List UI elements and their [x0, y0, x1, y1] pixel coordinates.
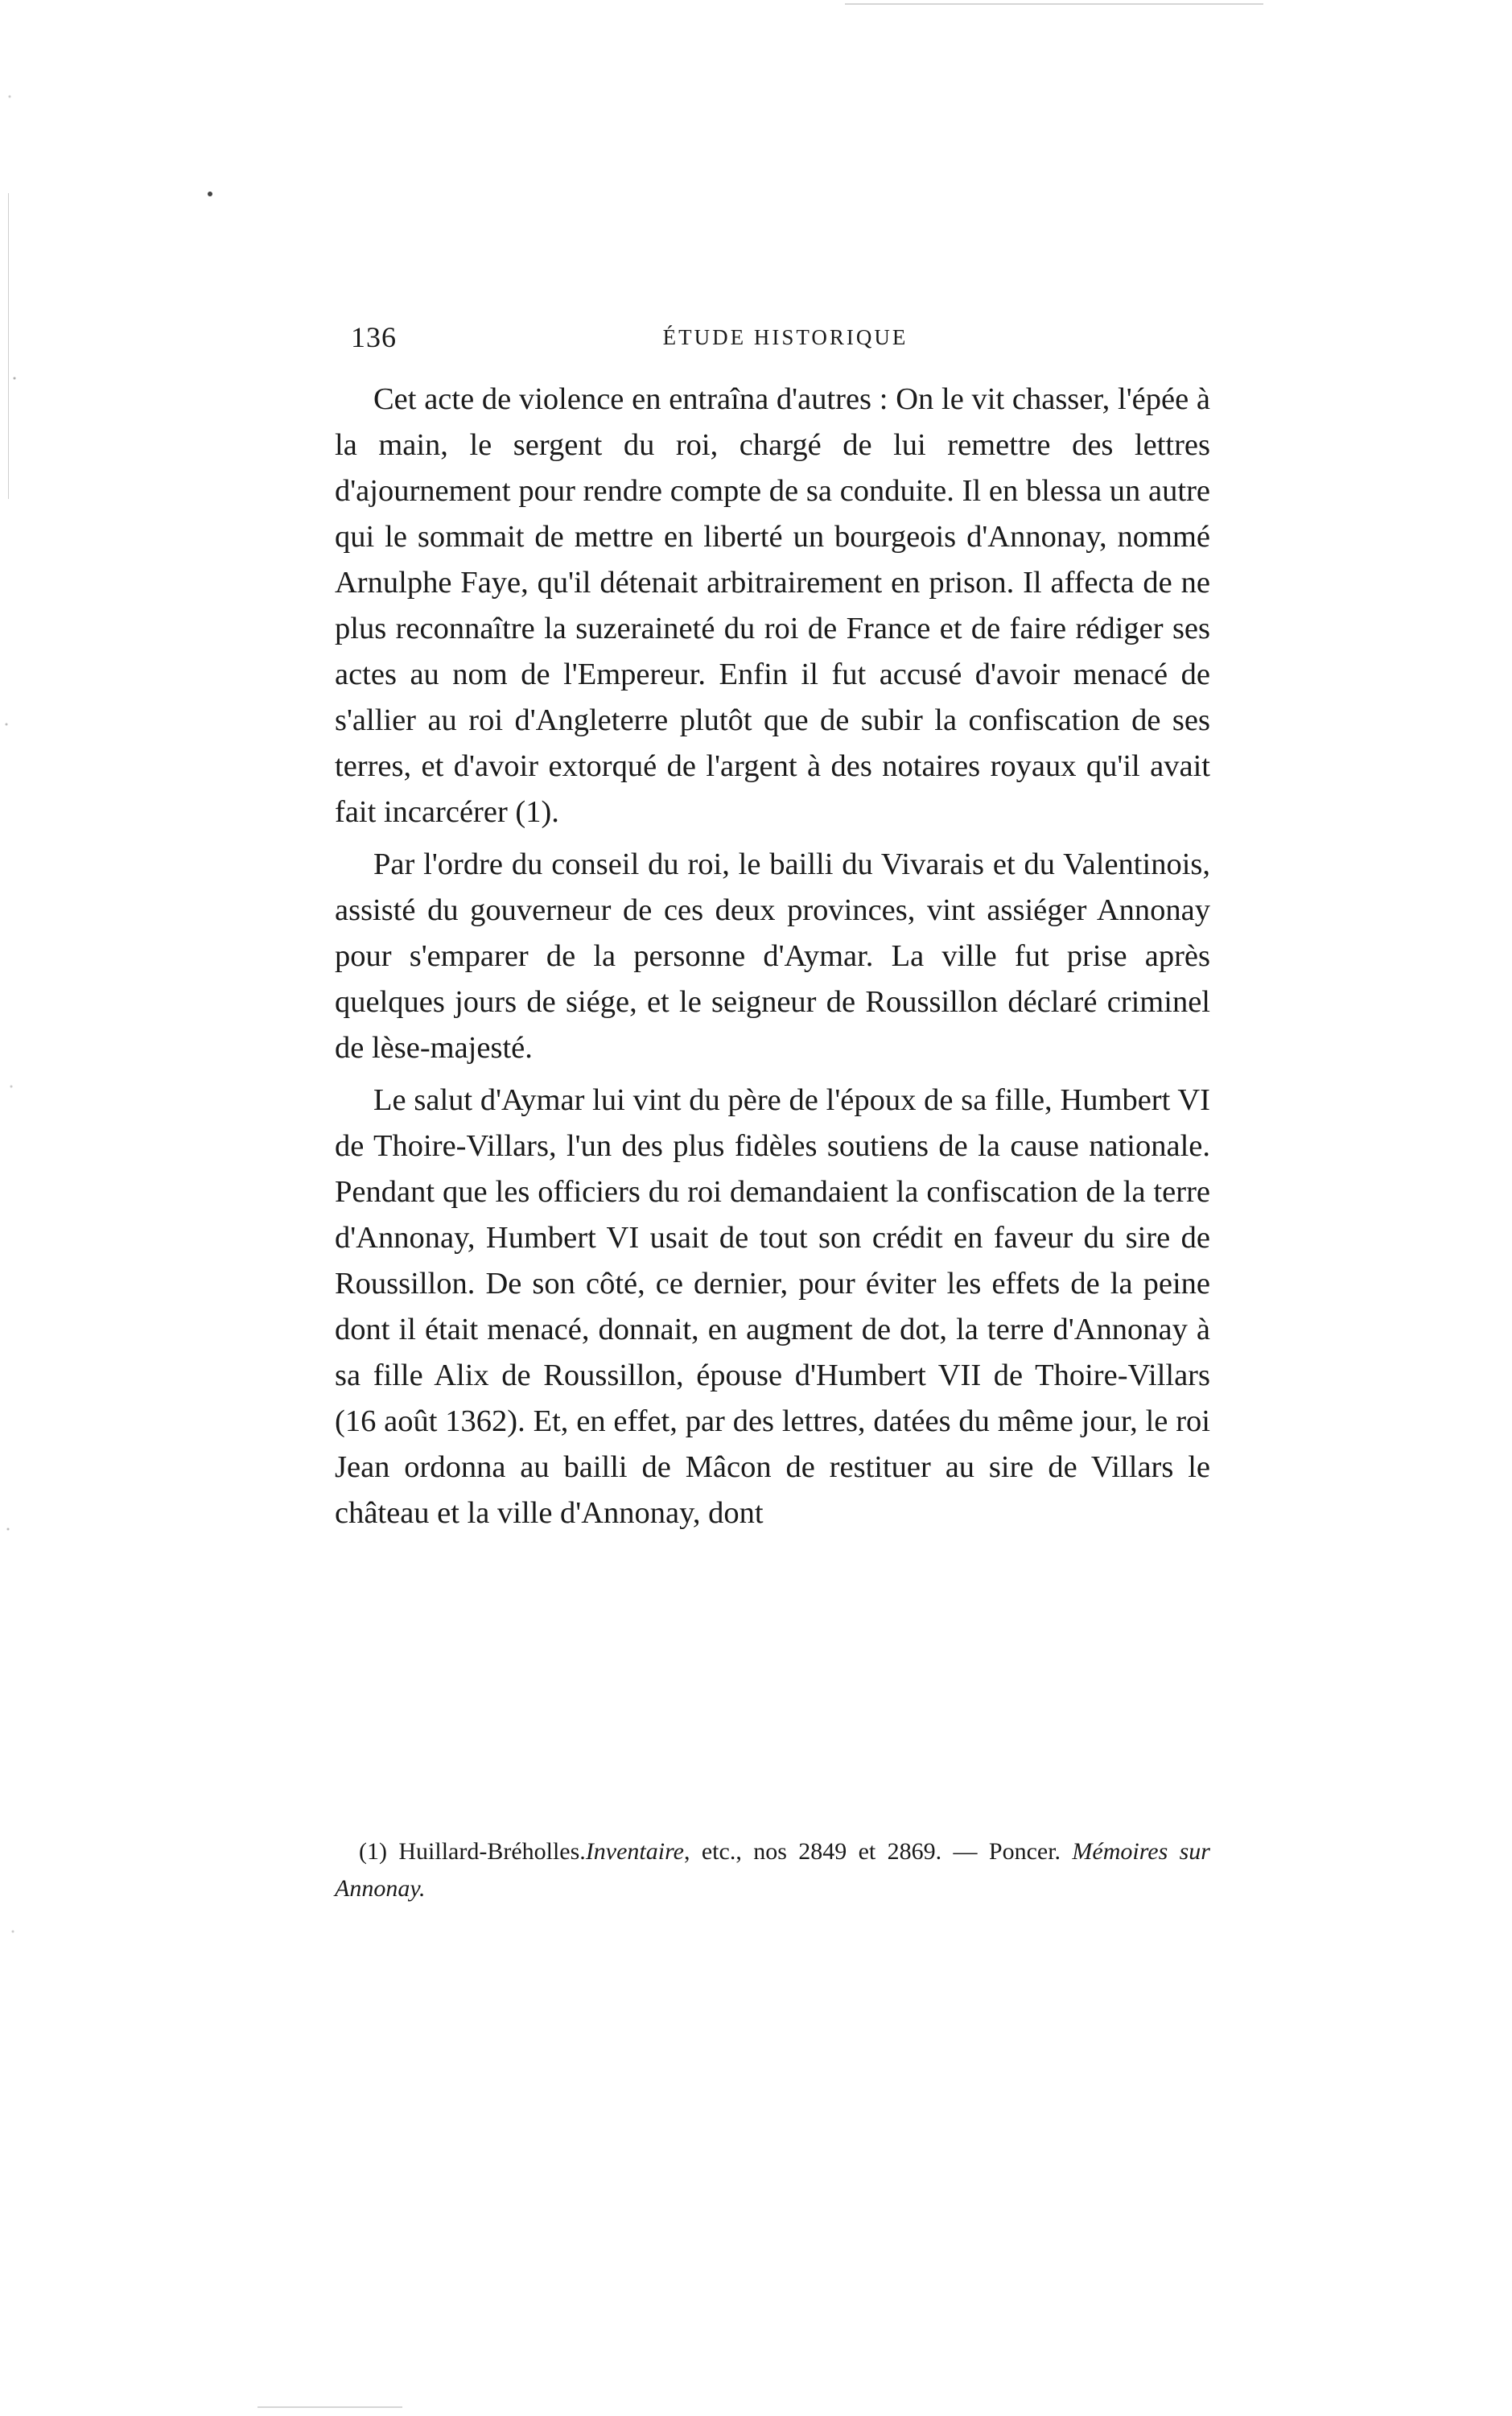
body-text	[335, 377, 1210, 1536]
scan-speck	[208, 192, 212, 196]
scan-bottom-mark	[257, 2406, 402, 2408]
footnote-work-title: Inventaire	[585, 1838, 684, 1865]
footnote-second-work-title: Mémoires sur Annonay.	[335, 1838, 1210, 1902]
footnote-marker: (1)	[359, 1838, 387, 1865]
footnote	[335, 1833, 1210, 1907]
paragraph: Cet acte de violence en entraîna d'autres : On le vit chasser, l'épée à la main, le sergent du roi, chargé de lui remettre des lettres d'ajournement pour rendre compte de sa conduite. Il en blessa un autre qui le sommait de mettre en liberté un bourgeois d'Annonay, nommé Arnulphe Faye, qu'il détenait arbitrairement en prison. Il affecta de ne plus reconnaître la suzeraineté du roi de France et de faire rédiger ses actes au nom de l'Empereur. Enfin il fut accusé d'avoir menacé de s'allier au roi d'Angleterre plutôt que de subir la confiscation de ses terres, et d'avoir extorqué de l'argent à des notaires royaux qu'il avait fait incarcérer (1).	[335, 382, 1210, 829]
running-title: ÉTUDE HISTORIQUE	[662, 325, 908, 349]
scan-top-mark	[845, 3, 1263, 5]
scan-edge-line	[8, 193, 9, 499]
footnote-author: Huillard-Bréholles.	[398, 1838, 586, 1865]
page-number: 136	[351, 321, 397, 353]
footnote-reference: , etc., nos 2849 et 2869. — Poncer.	[683, 1838, 1061, 1865]
paragraph: Par l'ordre du conseil du roi, le bailli du Vivarais et du Valentinois, assisté du gouverneur de ces deux provinces, vint assiéger Annonay pour s'emparer de la personne d'Aymar. La ville fut prise après quelques jours de siége, et le seigneur de Roussillon déclaré criminel de lèse-majesté.	[335, 847, 1210, 1065]
scan-edge-artifacts	[0, 0, 32, 2416]
page-header	[351, 320, 1220, 359]
paragraph: Le salut d'Aymar lui vint du père de l'époux de sa fille, Humbert VI de Thoire-Villars, l'un des plus fidèles soutiens de la cause nationale. Pendant que les officiers du roi demandaient la confiscation de la terre d'Annonay, Humbert VI usait de tout son crédit en faveur du sire de Roussillon. De son côté, ce dernier, pour éviter les effets de la peine dont il était menacé, donnait, en augment de dot, la terre d'Annonay à sa fille Alix de Roussillon, épouse d'Humbert VII de Thoire-Villars (16 août 1362). Et, en effet, par des lettres, datées du même jour, le roi Jean ordonna au bailli de Mâcon de restituer au sire de Villars le château et la ville d'Annonay, dont	[335, 1083, 1210, 1530]
